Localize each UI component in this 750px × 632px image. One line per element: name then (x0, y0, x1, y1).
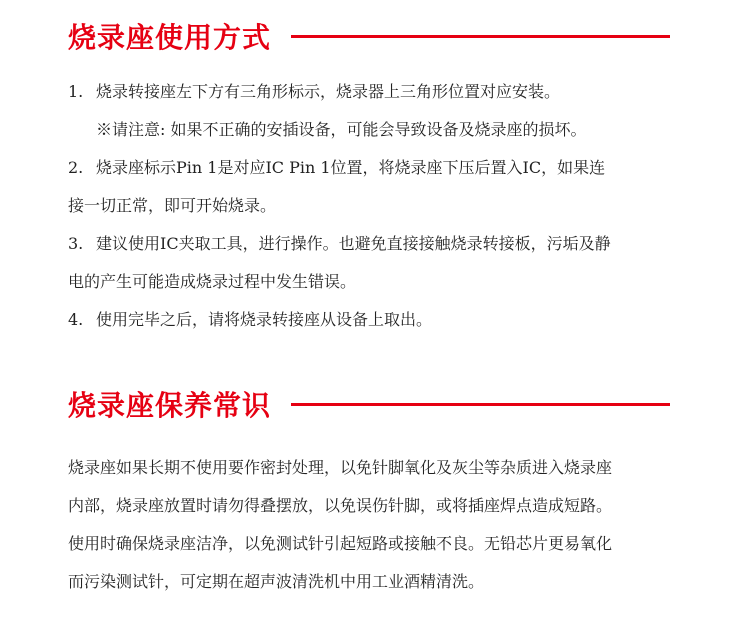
maintenance-line-text: 内部，烧录座放置时请勿得叠摆放，以免误伤针脚，或将插座焊点造成短路。 (68, 496, 613, 515)
usage-line-number: 4. (68, 310, 84, 329)
usage-section-title: 烧录座使用方式 (68, 21, 272, 54)
usage-line-3 (68, 234, 611, 254)
maintenance-line-3 (68, 534, 612, 554)
maintenance-line-1 (68, 458, 612, 478)
usage-note-text: ※请注意: 如果不正确的安插设备，可能会导致设备及烧录座的损坏。 (96, 120, 587, 139)
usage-line-3-cont (68, 272, 356, 292)
maintenance-section-title: 烧录座保养常识 (68, 389, 272, 422)
maintenance-section-header (68, 384, 670, 424)
maintenance-line-text: 使用时确保烧录座洁净，以免测试针引起短路或接触不良。无铅芯片更易氧化 (68, 534, 613, 553)
usage-line-2-cont (68, 196, 276, 216)
usage-line-text: 使用完毕之后，请将烧录转接座从设备上取出。 (96, 310, 433, 329)
usage-line-text: 烧录座标示Pin 1是对应IC Pin 1位置，将烧录座下压后置入IC，如果连 (96, 158, 606, 177)
usage-line-1 (68, 82, 560, 102)
usage-line-text: 烧录转接座左下方有三角形标示，烧录器上三角形位置对应安装。 (96, 82, 561, 101)
usage-line-text: 接一切正常，即可开始烧录。 (68, 196, 277, 215)
usage-line-number: 2. (68, 158, 84, 177)
usage-line-note (96, 120, 586, 140)
usage-line-4 (68, 310, 432, 330)
usage-line-text: 建议使用IC夹取工具，进行操作。也避免直接接触烧录转接板，污垢及静 (96, 234, 611, 253)
maintenance-line-text: 烧录座如果长期不使用要作密封处理，以免针脚氧化及灰尘等杂质进入烧录座 (68, 458, 613, 477)
maintenance-line-text: 而污染测试针，可定期在超声波清洗机中用工业酒精清洗。 (68, 572, 485, 591)
maintenance-line-4 (68, 572, 484, 592)
maintenance-title-rule (291, 403, 670, 406)
usage-line-number: 3. (68, 234, 84, 253)
usage-line-2 (68, 158, 605, 178)
usage-line-text: 电的产生可能造成烧录过程中发生错误。 (68, 272, 357, 291)
usage-title-rule (291, 35, 670, 38)
usage-section-header (68, 16, 670, 56)
usage-line-number: 1. (68, 82, 84, 101)
maintenance-line-2 (68, 496, 612, 516)
